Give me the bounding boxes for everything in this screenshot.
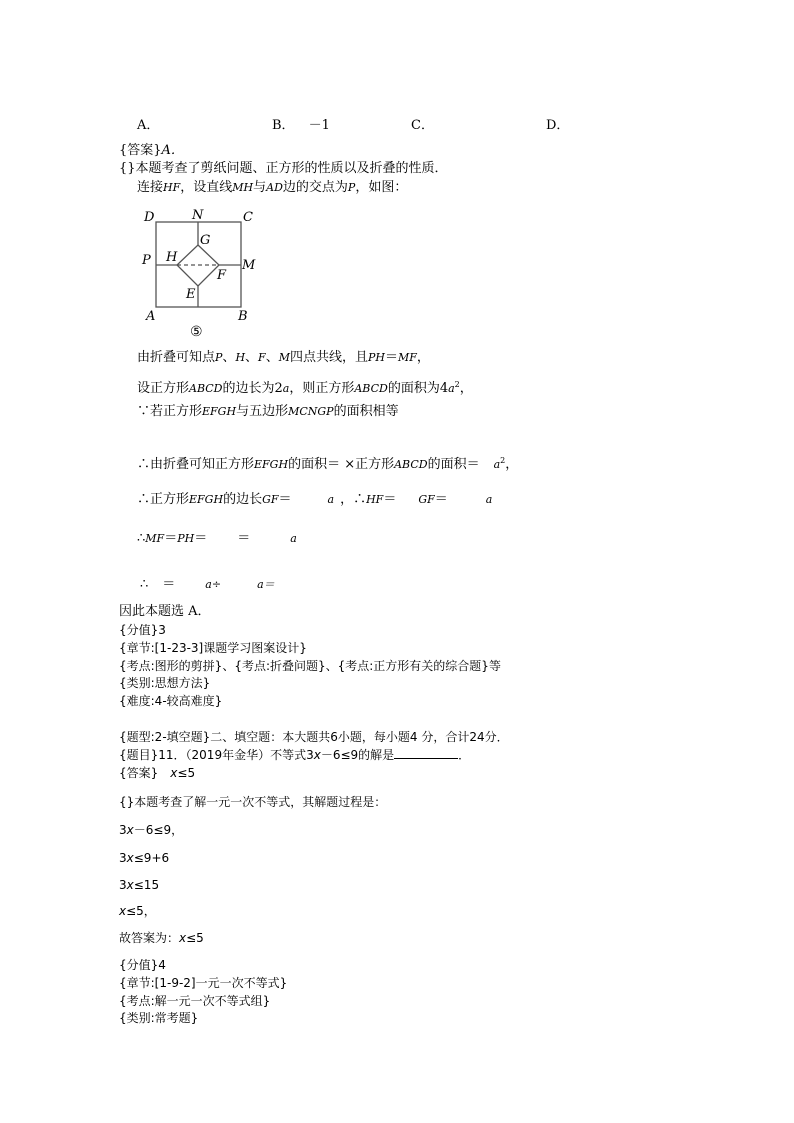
- option-b-value: －1: [308, 118, 330, 133]
- q10-line-ratio: [140, 577, 275, 593]
- var: GF: [418, 493, 435, 506]
- q11-section-header: {题型:2-填空题}二、填空题：本大题共6小题，每小题4 分，合计24分．: [119, 730, 509, 744]
- text: ∴正方形: [137, 492, 190, 507]
- option-d: D．: [546, 118, 570, 133]
- var: x: [126, 851, 134, 865]
- text: ，则正方形: [289, 381, 355, 396]
- text: ∴由折叠可知正方形: [137, 457, 255, 472]
- text: －6≤9的解是: [320, 748, 395, 762]
- exponent: 2: [500, 456, 506, 465]
- text: ＝: [237, 531, 251, 546]
- var-hf: HF: [163, 181, 181, 194]
- var: ABCD: [354, 382, 388, 395]
- var: x: [313, 748, 321, 762]
- option-c: C．: [411, 118, 434, 133]
- var: x: [179, 931, 187, 945]
- var-ad: AD: [266, 181, 283, 194]
- text: ∴: [140, 577, 149, 592]
- text: ＝: [434, 492, 448, 507]
- q10-line-area-ratio: [137, 453, 518, 473]
- q10-line-collinear: [137, 350, 430, 366]
- var: x: [170, 766, 178, 780]
- var: M: [278, 351, 290, 364]
- var: a: [448, 382, 455, 395]
- text: ，如图：: [355, 180, 408, 195]
- var: a＝: [257, 578, 275, 591]
- text: 3: [119, 851, 127, 865]
- var: a÷: [205, 578, 222, 591]
- var: MF: [145, 532, 165, 545]
- text: 四点共线，且: [289, 350, 368, 365]
- text: ≤9+6: [133, 851, 170, 865]
- var: F: [258, 351, 266, 364]
- var: MF: [398, 351, 417, 364]
- var: ABCD: [189, 382, 223, 395]
- var: EFGH: [189, 493, 224, 506]
- label-e: E: [186, 287, 196, 302]
- label-p: P: [142, 253, 151, 268]
- text: ＝: [164, 531, 178, 546]
- label-m: M: [242, 258, 256, 273]
- text: 设正方形: [137, 381, 190, 396]
- var-p: P: [347, 181, 356, 194]
- q11-stem: [119, 747, 470, 763]
- text: {答案}: [119, 766, 159, 780]
- var: x: [119, 904, 127, 918]
- text: 边的交点为: [282, 180, 348, 195]
- text: ．: [458, 748, 471, 762]
- q11-step-3: [119, 877, 159, 893]
- text: 的面积为4: [387, 381, 449, 396]
- q11-step-2: [119, 850, 169, 866]
- var: GF: [262, 493, 279, 506]
- label-c: C: [243, 210, 253, 225]
- var: PH: [177, 532, 195, 545]
- label-a: A: [146, 309, 156, 324]
- text: ＝: [383, 492, 397, 507]
- text: ，: [505, 457, 519, 472]
- var: PH: [367, 351, 385, 364]
- var: a: [485, 493, 493, 506]
- text: 的面积＝ ×正方形: [288, 457, 395, 472]
- text: 连接: [137, 180, 164, 195]
- q10-conclusion: 因此本题选 A．: [119, 604, 211, 619]
- q10-answer-tag: {答案}: [119, 143, 162, 158]
- text: －6≤9，: [133, 823, 184, 837]
- text: ≤5: [177, 766, 196, 780]
- q10-connect-line: [137, 180, 407, 196]
- text: ≤15: [133, 878, 160, 892]
- q10-points: {考点:图形的剪拼}、{考点:折叠问题}、{考点:正方形有关的综合题}等: [119, 659, 501, 673]
- var: EFGH: [202, 405, 237, 418]
- text: 的面积＝: [427, 457, 480, 472]
- text: {题目}11．（2019年金华）不等式3: [119, 748, 314, 762]
- q11-score: {分值}4: [119, 958, 166, 972]
- var: MCNGP: [288, 405, 334, 418]
- label-f: F: [217, 268, 227, 283]
- text: ，: [459, 381, 473, 396]
- var: EFGH: [254, 458, 289, 471]
- text: 的边长: [223, 492, 263, 507]
- figure-number: ⑤: [190, 324, 203, 340]
- answer-blank: [394, 747, 458, 759]
- text: 故答案为：: [119, 931, 180, 945]
- label-h: H: [166, 250, 178, 265]
- var: x: [126, 823, 134, 837]
- q10-line-side: [137, 377, 473, 397]
- q11-step-4: [119, 903, 156, 919]
- text: ＝: [162, 577, 176, 592]
- text: 、: [245, 350, 259, 365]
- q10-analysis: {}本题考查了剪纸问题、正方形的性质以及折叠的性质．: [119, 161, 448, 176]
- q11-points: {考点:解一元一次不等式组}: [119, 994, 271, 1008]
- text: ＝: [194, 531, 208, 546]
- var: a: [493, 458, 501, 471]
- label-n: N: [192, 208, 204, 223]
- option-b: [272, 118, 330, 134]
- option-a: A．: [137, 118, 160, 133]
- q10-difficulty: {难度:4-较高难度}: [119, 694, 223, 708]
- text: ∵若正方形: [137, 404, 203, 419]
- q11-final: [119, 930, 204, 946]
- q11-answer: [119, 765, 195, 781]
- text: 与五边形: [236, 404, 289, 419]
- exponent: 2: [454, 380, 460, 389]
- text: 的边长为2: [222, 381, 283, 396]
- var: a: [290, 532, 297, 545]
- label-d: D: [144, 210, 155, 225]
- var: P: [215, 351, 223, 364]
- text: 的面积相等: [333, 404, 399, 419]
- q10-line-equal-area: [137, 404, 399, 420]
- q11-chapter: {章节:[1-9-2]一元一次不等式}: [119, 976, 288, 990]
- text: 3: [119, 878, 127, 892]
- q10-chapter: {章节:[1-23-3]课题学习图案设计}: [119, 641, 307, 655]
- q10-answer-value: A．: [161, 143, 184, 158]
- q11-analysis: {}本题考查了解一元一次不等式，其解题过程是：: [119, 795, 387, 809]
- folding-square-figure: [138, 204, 266, 340]
- q10-line-side-length: [137, 492, 492, 508]
- text: ，∴: [340, 492, 367, 507]
- text: ＝: [278, 492, 292, 507]
- var-mh: MH: [232, 181, 254, 194]
- var: x: [126, 878, 134, 892]
- q10-category: {类别:思想方法}: [119, 676, 211, 690]
- text: ≤5，: [126, 904, 156, 918]
- var: H: [235, 351, 246, 364]
- q10-answer: [119, 143, 184, 159]
- option-b-label: B．: [272, 118, 295, 133]
- text: ≤5: [186, 931, 204, 945]
- var: a: [282, 382, 290, 395]
- var: HF: [366, 493, 384, 506]
- text: 、: [222, 350, 236, 365]
- q11-step-1: [119, 822, 183, 838]
- q10-line-mf-ph: [137, 531, 297, 547]
- text: 、: [265, 350, 279, 365]
- text: ＝: [384, 350, 398, 365]
- text: 由折叠可知点: [137, 350, 216, 365]
- label-g: G: [200, 233, 211, 248]
- q11-category: {类别:常考题}: [119, 1011, 199, 1025]
- var: a: [327, 493, 335, 506]
- label-b: B: [238, 309, 248, 324]
- text: 与: [253, 180, 267, 195]
- var: ABCD: [394, 458, 428, 471]
- text: ，: [416, 350, 430, 365]
- text: ，设直线: [180, 180, 233, 195]
- text: ∴: [137, 531, 146, 546]
- text: 3: [119, 823, 127, 837]
- q10-score: {分值}3: [119, 623, 166, 637]
